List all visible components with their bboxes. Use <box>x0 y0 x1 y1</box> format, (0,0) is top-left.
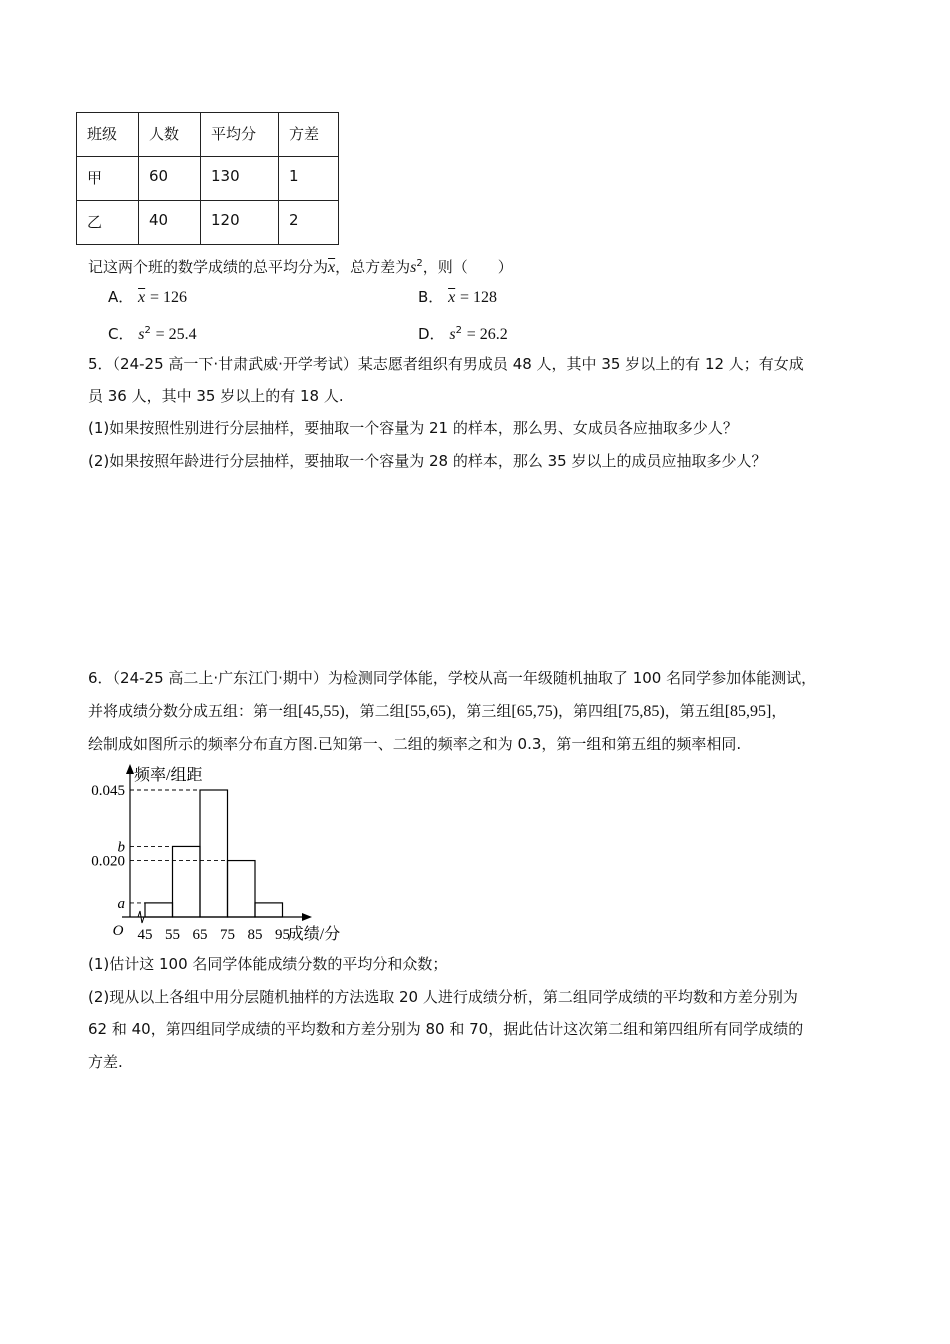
y-axis-arrow <box>126 764 134 774</box>
table-row <box>77 157 339 201</box>
x-tick-label: 55 <box>165 927 180 943</box>
y-tick-label: 0.045 <box>91 783 125 799</box>
histogram-bar <box>200 790 228 917</box>
math-s: s <box>138 326 145 343</box>
q6-text: ， <box>771 702 787 720</box>
q6-text: ，第三组 <box>451 702 512 720</box>
x-tick-label: 65 <box>192 927 208 943</box>
x-tick-label: 95 <box>275 927 290 943</box>
histogram-bar <box>228 861 256 917</box>
q6-part-2-line-2: 62 和 40，第四组同学成绩的平均数和方差分别为 80 和 70，据此估计这次第二组和第四组所有同学成绩的 <box>88 1020 804 1038</box>
interval-1: [45,55) <box>298 703 345 720</box>
q6-text: ，第二组 <box>344 702 405 720</box>
q4-stem-text: ，总方差为 <box>335 258 411 276</box>
math-sup: 2 <box>416 258 423 269</box>
q4-stem-text: ，则（ ） <box>422 258 513 276</box>
q6-part-1: (1)估计这 100 名同学体能成绩分数的平均分和众数； <box>88 955 448 973</box>
q5-line-1: 5．（24-25 高一下·甘肃武威·开学考试）某志愿者组织有男成员 48 人，其中 35 岁以上的有 12 人；有女成 <box>88 355 804 373</box>
table-row <box>77 201 339 245</box>
option-value: = 26.2 <box>466 326 508 343</box>
class-score-table <box>76 112 339 245</box>
y-tick-label: a <box>117 895 125 912</box>
option-value: = 25.4 <box>155 326 197 343</box>
math-sup: 2 <box>455 325 462 336</box>
x-tick-label: 75 <box>220 927 235 943</box>
q6-part-2-line-1: (2)现从以上各组中用分层随机抽样的方法选取 20 人进行成绩分析，第二组同学成绩的平均数和方差分别为 <box>88 988 798 1006</box>
y-tick-label: b <box>117 839 125 856</box>
table-header-cell: 班级 <box>77 113 139 157</box>
option-c[interactable] <box>108 321 197 345</box>
table-cell: 40 <box>139 201 201 245</box>
table-cell: 60 <box>139 157 201 201</box>
histogram-bar <box>255 903 283 917</box>
interval-5: [85,95] <box>724 703 772 720</box>
x-tick-label: 85 <box>247 927 263 943</box>
q4-stem-text: 记这两个班的数学成绩的总平均分为 <box>88 258 329 276</box>
option-value: = 126 <box>149 289 187 306</box>
option-b[interactable] <box>418 287 497 308</box>
option-letter: A． <box>108 288 134 306</box>
table-header-cell: 方差 <box>279 113 339 157</box>
q5-part-1: (1)如果按照性别进行分层抽样，要抽取一个容量为 21 的样本，那么男、女成员各应抽取多少人？ <box>88 419 738 437</box>
option-d[interactable] <box>418 321 508 345</box>
math-xbar: $\overline{x}$ <box>138 289 146 306</box>
origin-label: O <box>112 923 124 939</box>
math-s: s <box>410 259 417 276</box>
q6-line-1: 6．（24-25 高二上·广东江门·期中）为检测同学体能，学校从高一年级随机抽取了 100 名同学参加体能测试， <box>88 669 817 687</box>
interval-3: [65,75) <box>511 703 559 720</box>
table-cell: 1 <box>279 157 339 201</box>
q6-text: 并将成绩分数分成五组：第一组 <box>88 702 299 720</box>
table-header-cell: 平均分 <box>201 113 279 157</box>
option-letter: B． <box>418 288 444 306</box>
x-axis-title: 成绩/分 <box>287 926 341 943</box>
table-header-cell: 人数 <box>139 113 201 157</box>
table-cell: 甲 <box>77 157 139 201</box>
math-xbar: $\overline{x}$ <box>448 289 456 306</box>
y-axis-title: 频率/组距 <box>134 767 203 784</box>
math-s: s <box>449 326 456 343</box>
table-cell: 2 <box>279 201 339 245</box>
table-cell: 130 <box>201 157 279 201</box>
q6-line-2 <box>88 701 786 722</box>
table-cell: 120 <box>201 201 279 245</box>
q6-part-2-line-3: 方差. <box>88 1053 123 1071</box>
histogram-bar <box>145 903 173 917</box>
frequency-histogram <box>78 762 378 944</box>
q6-text: ，第五组 <box>664 702 725 720</box>
option-letter: C． <box>108 325 134 343</box>
x-tick-label: 45 <box>137 927 153 943</box>
histogram-bar <box>173 846 201 917</box>
option-a[interactable] <box>108 287 187 308</box>
q5-line-2: 员 36 人，其中 35 岁以上的有 18 人. <box>88 387 344 405</box>
interval-2: [55,65) <box>404 703 452 720</box>
x-axis-arrow <box>302 913 312 921</box>
math-sup: 2 <box>144 325 151 336</box>
q4-stem <box>88 254 513 278</box>
option-value: = 128 <box>459 289 497 306</box>
q5-part-2: (2)如果按照年龄进行分层抽样，要抽取一个容量为 28 的样本，那么 35 岁以上的成员应抽取多少人？ <box>88 452 767 470</box>
y-tick-label: 0.020 <box>91 853 125 870</box>
q6-line-3: 绘制成如图所示的频率分布直方图.已知第一、二组的频率之和为 0.3，第一组和第五组的频率相同. <box>88 735 742 753</box>
table-cell: 乙 <box>77 201 139 245</box>
option-letter: D． <box>418 325 445 343</box>
q6-text: ，第四组 <box>558 702 619 720</box>
interval-4: [75,85) <box>618 703 665 720</box>
table-header-row <box>77 113 339 157</box>
math-xbar: $\overline{x}$ <box>328 259 336 276</box>
